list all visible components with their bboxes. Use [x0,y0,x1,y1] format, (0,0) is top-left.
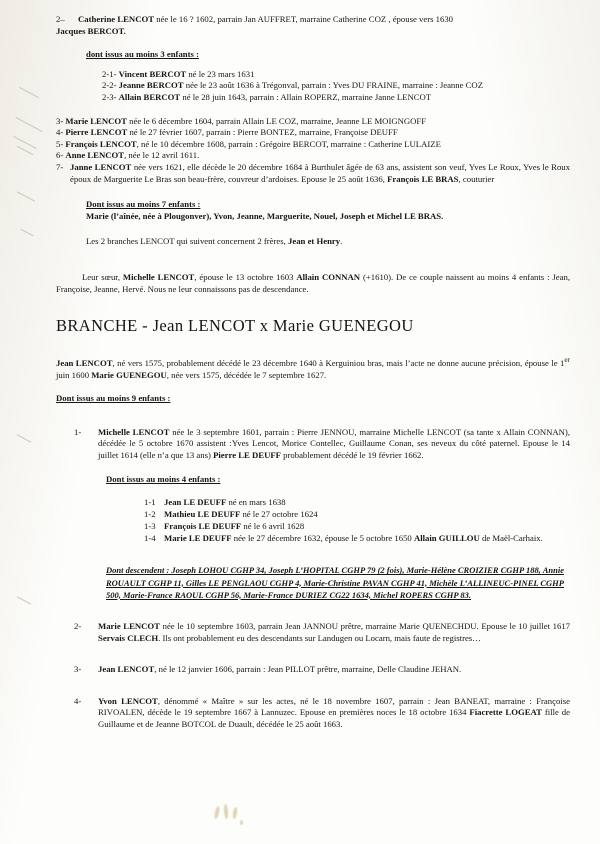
child-text [164,521,570,533]
child-number: 1-4 [144,532,156,543]
sibling-entry [56,139,570,151]
entry-marker: 4- [56,127,64,138]
children-names-text: Marie (l’aînée, née à Plougonver), Yvon, Jeanne, Marguerite, Nouel, Joseph et Michel LE BRAS. [86,210,444,221]
entry-catherine-lencot [56,14,570,26]
entry-marie-lencot [74,621,570,644]
spouse-name: Allain GUILLOU [413,532,480,543]
child-name: Jean LE DEUFF [164,497,227,508]
entry-marker: 6- [56,150,64,161]
child-name: Mathieu LE DEUFF [164,508,241,519]
entry-text [70,162,570,185]
child-name: Vincent BERCOT [118,68,187,79]
child-detail: née le 27 décembre 1632, épouse le 5 octobre 1650 [231,532,414,543]
child-number: 2-1- [102,68,117,79]
entry-text [78,14,570,26]
entry-detail-2: fille de Guillaume et de Jeanne BOTCOL de Duault, décédée le 25 août 1663. [98,707,570,729]
child-detail: né le 27 octobre 1624 [240,508,318,519]
person-name: Janne LENCOT [70,161,132,172]
children-heading-le-deuff: Dont issus au moins 4 enfants : [106,473,221,484]
descendants-list: Dont descendent : Joseph LOHOU CGHP 34, Joseph L’HOPITAL CGHP 79 (2 fois), Marie-Hélène CROIZIER CGHP 188, Annie ROUAULT CGHP 11, Gilles LE PENGLAOU CGHP 4, Marie-Christine PAVAN CGHP 41, Michèle L’ALLINEUC-PINEL CGHP 500, Marie-France RAOUL CGHP 56, Marie-France DURIEZ CG22 1634, Michel ROPERS CGHP 83. [106,565,564,600]
child-number: 1-1 [144,497,156,508]
intro-detail-1: , né vers 1575, probablement décédé le 23 décembre 1640 à Kerguiniou bras, mais l’acte ne donne aucune précision, épouse le 1 [112,357,565,368]
child-entry [102,69,570,81]
spouse-name: François LE BRAS [387,173,459,184]
person-name: Pierre LENCOT [65,127,128,138]
entry-detail: née le 6 décembre 1604, parrain Allain LE COZ, marraine, Jeanne LE MOIGNGOFF [126,115,427,126]
entry-detail-1: née le 3 septembre 1601, parrain : Pierre JENNOU, marraine Michelle LENCOT (sa tante x Allain CONNAN), décédée le 5 octobre 1670 assistent :Yves Lencot, Morice Contellec, Guillaume Conan, ses neveux du côté paternel. Epouse le 14 juillet 1614 (elle n’a que 13 ans) [98,426,571,460]
child-name: François LE DEUFF [164,520,242,531]
children-heading-le-bras: Dont issus au moins 7 enfants : [86,199,201,210]
entry-marker: 7- [56,161,64,172]
person-name: Marie LENCOT [98,620,160,631]
note-mid: , épouse le 13 octobre 1603 [194,271,297,282]
intro-detail-2: juin 1600 [56,369,92,380]
entry-detail: née le 16 ? 1602, parrain Jan AUFFRET, marraine Catherine COZ , épouse vers 1630 [154,14,454,24]
note-pre: Leur sœur, [82,271,123,282]
spouse-occupation: , couturier [458,173,495,184]
sibling-entry [56,116,570,128]
person-name: Catherine LENCOT [78,14,155,24]
le-deuff-child [144,533,570,545]
child-number: 1-2 [144,508,156,519]
entry-text [98,621,570,644]
entry-detail-1: née le 10 septembre 1603, parrain Jean JANNOU prêtre, marraine Marie QUENECHDU. Epouse le 10 juillet 1617 [159,620,571,631]
branch-heading: BRANCHE - Jean LENCOT x Marie GUENEGOU [56,316,414,336]
person-name: Anne LENCOT [65,150,125,161]
child-entry [102,80,570,92]
children-names-le-bras [86,211,570,223]
child-number: 1-3 [144,520,156,531]
entry-marker: 3- [74,664,82,675]
branches-note-post: . [340,236,343,247]
sibling-entry [56,127,570,139]
person-name: François LENCOT [65,138,137,149]
entry-detail: , né le 10 décembre 1608, parrain : Grégoire BERCOT, marraine : Catherine LULAIZE [136,138,441,149]
child-number: 2-2- [102,80,117,91]
branches-note-names: Jean et Henry [288,236,341,247]
entry-yvon-lencot [74,696,570,731]
child-detail-tail: de Maël-Carhaix. [479,532,543,543]
person-name: Jean LENCOT [98,664,155,675]
child-detail: né le 6 avril 1628 [241,520,305,531]
branch-children-heading: Dont issus au moins 9 enfants : [56,393,171,404]
entry-detail: , née le 12 avril 1611. [124,150,200,161]
child-name: Jeanne BERCOT [118,80,184,91]
spouse-name: Marie GUENEGOU [91,369,167,380]
child-detail: né le 23 mars 1631 [186,68,255,79]
entry-text [98,664,570,676]
spouse-name: Servais CLECH [98,632,159,643]
spouse-name: Pierre LE DEUFF [213,449,281,460]
entry-text [98,427,570,462]
entry-marker: 2– [56,14,65,24]
children-heading-bercot: dont issus au moins 3 enfants : [86,49,199,60]
child-text [164,533,570,545]
spouse-name: Allain CONNAN [296,271,361,282]
child-text [164,497,570,509]
entry-jean-lencot [74,664,570,676]
child-detail: né en mars 1638 [226,497,286,508]
entry-detail: né le 27 février 1607, parrain : Pierre BONTEZ, marraine, Françoise DEUFF [127,127,398,138]
entry-marker: 5- [56,138,64,149]
branch-intro [56,355,570,381]
child-entry [102,92,570,104]
entry-michelle-lencot [74,427,570,462]
entry-janne-lencot [56,162,570,185]
entry-marker: 2- [74,620,82,631]
child-name: Allain BERCOT [118,91,181,102]
entry-detail: née vers 1621, elle décède le 20 décembre 1684 à Burthulet âgée de 63 ans, assistent son veuf, Yves Le Roux, Yves le Roux époux de Marguerite Le Bras son beau-frère, couvreur d’ardoises. Epouse le 25 août 1636, [70,161,570,184]
child-number: 2-3- [102,91,117,102]
michelle-lencot-note [56,272,570,295]
entry-detail-2: . Ils ont probablement eu des descendants sur Landugen ou Locarn, mais faute de registres… [158,632,481,643]
le-deuff-child [144,509,570,521]
person-name: Michelle LENCOT [98,426,170,437]
branches-note-pre: Les 2 branches LENCOT qui suivent concernent 2 frères, [86,236,289,247]
branches-note [86,236,570,248]
entry-marker: 1- [74,426,82,437]
person-name: Marie LENCOT [65,115,127,126]
entry-text [98,696,570,731]
child-text [164,509,570,521]
spouse-name: Jacques BERCOT. [56,25,126,36]
entry-catherine-spouse-line [56,26,570,38]
child-detail: née le 23 août 1636 à Trégonval, parrain : Yves DU FRAINE, marraine : Jeanne COZ [183,80,484,91]
entry-marker: 3- [56,115,64,126]
child-detail: né le 28 juin 1643, parrain : Allain ROPERZ, marraine Janne LENCOT [180,91,432,102]
entry-detail: , né le 12 janvier 1606, parrain : Jean PILLOT prêtre, marraine, Delle Claudine JEHAN. [154,664,462,675]
le-deuff-child [144,497,570,509]
child-name: Marie LE DEUFF [164,532,232,543]
spouse-name: Fiacrette LOGEAT [469,707,542,718]
ordinal-suffix: er [564,356,570,365]
person-name: Yvon LENCOT [98,695,158,706]
entry-detail-2: probablement décédé le 19 février 1662. [280,449,424,460]
entry-detail-1: , dénommé « Maître » sur les actes, né le 18 novembre 1607, parrain : Jean BANEAT, marraine : Françoise RIVOALEN, décède le 19 septembre 1667 à Lannuzec. Epouse en premières noces le 18 octobre 1634 [98,695,570,718]
intro-detail-3: , née vers 1575, décédée le 7 septembre 1627. [166,369,327,380]
le-deuff-child [144,521,570,533]
note-post: (+1610). De ce couple naissent au moins 4 enfants : Jean, Françoise, Jeanne, Hervé. Nous ne leur connaissons pas de descendance. [56,271,570,294]
person-name: Jean LENCOT [56,357,113,368]
person-name: Michelle LENCOT [122,271,195,282]
sibling-entry [56,150,570,162]
entry-marker: 4- [74,695,82,706]
